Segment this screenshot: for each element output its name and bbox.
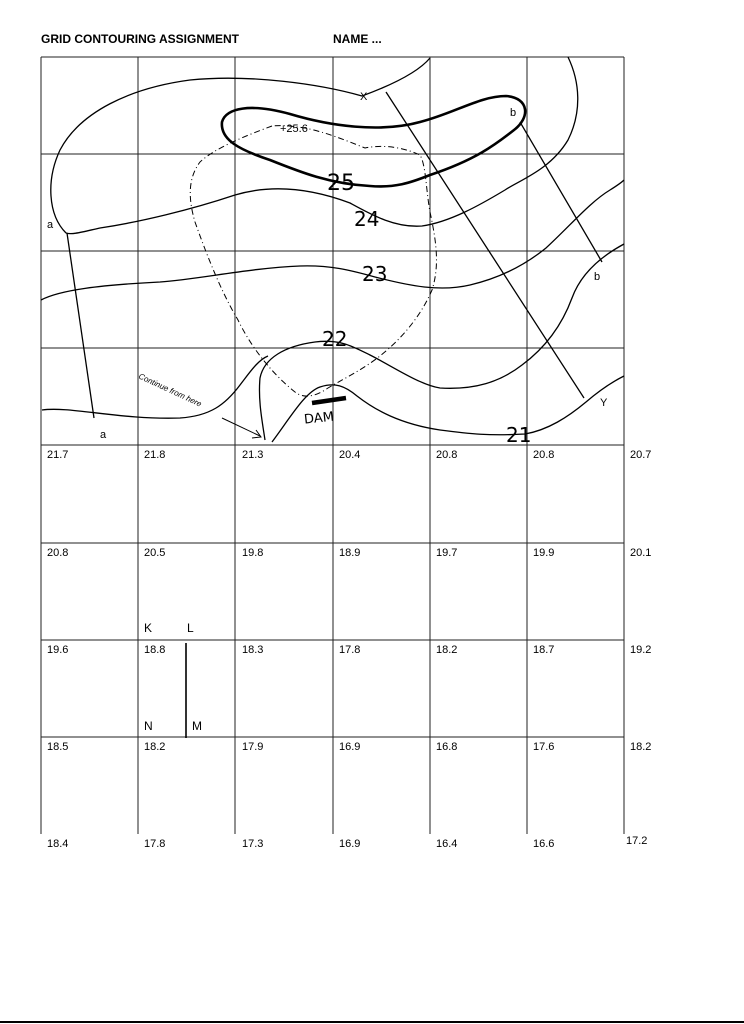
- point-b-top-label: b: [510, 107, 517, 119]
- spot-height-value: 20.4: [339, 449, 361, 461]
- spot-height-value: 18.4: [47, 838, 69, 850]
- point-x-label: X: [360, 91, 368, 103]
- spot-height-value: 17.9: [242, 741, 264, 753]
- continue-arrow: [222, 418, 261, 438]
- spot-height-value: 20.1: [630, 547, 652, 559]
- spot-height-value: 17.3: [242, 838, 264, 850]
- assignment-title: GRID CONTOURING ASSIGNMENT: [41, 32, 240, 46]
- contour-21-label: 21: [506, 423, 532, 447]
- point-n-label: N: [144, 719, 153, 733]
- spot-height-value: 16.9: [339, 838, 361, 850]
- spot-height-value: 19.2: [630, 644, 652, 656]
- dam-label: DAM: [303, 409, 335, 428]
- point-k-label: K: [144, 621, 153, 635]
- map-grid: [41, 57, 624, 445]
- point-y-label: Y: [600, 397, 608, 409]
- contour-25-line: [222, 96, 525, 186]
- contour-24-line: [51, 57, 578, 234]
- point-l-label: L: [187, 621, 194, 635]
- spot-height-value: 20.8: [533, 449, 555, 461]
- spot-height-value: 19.6: [47, 644, 69, 656]
- spot-height-value: 17.2: [626, 835, 648, 847]
- spot-height-value: 17.8: [144, 838, 166, 850]
- contour-22-label: 22: [322, 327, 348, 351]
- spot-height-value: 18.5: [47, 741, 69, 753]
- spot-height-value: 19.8: [242, 547, 264, 559]
- spot-height-value: 16.4: [436, 838, 458, 850]
- spot-height-value: 21.3: [242, 449, 264, 461]
- point-b-right-label: b: [594, 271, 601, 283]
- spot-height-value: 19.9: [533, 547, 555, 559]
- spot-height-value: 16.6: [533, 838, 555, 850]
- spot-height-value: 16.8: [436, 741, 458, 753]
- contour-23-label: 23: [362, 262, 388, 286]
- spot-height-value: 20.5: [144, 547, 166, 559]
- dashed-catchment-boundary: [190, 126, 436, 396]
- spot-height-value: 17.6: [533, 741, 555, 753]
- spot-height-value: 21.7: [47, 449, 69, 461]
- spot-height-label: +25.6: [280, 123, 308, 135]
- spot-height-value: 18.2: [436, 644, 458, 656]
- spot-height-value: 17.8: [339, 644, 361, 656]
- spot-height-value: 18.2: [630, 741, 652, 753]
- point-m-label: M: [192, 719, 202, 733]
- spot-height-value: 20.8: [47, 547, 69, 559]
- section-line-b-b: [520, 122, 602, 262]
- spot-height-value: 18.8: [144, 644, 166, 656]
- spot-height-value: 18.2: [144, 741, 166, 753]
- contour-24-label: 24: [354, 207, 380, 231]
- section-line-a-a: [67, 233, 94, 418]
- point-a-left-label: a: [47, 219, 54, 231]
- dam-marker: [312, 398, 346, 403]
- name-label: NAME ...: [333, 32, 382, 46]
- spot-height-value: 16.9: [339, 741, 361, 753]
- spot-height-value: 18.7: [533, 644, 555, 656]
- spot-height-grid: [41, 445, 624, 834]
- spot-height-value: 21.8: [144, 449, 166, 461]
- contour-25-label: 25: [327, 171, 355, 196]
- spot-height-value: 20.8: [436, 449, 458, 461]
- point-a-bottom-label: a: [100, 429, 107, 441]
- spot-height-value: 18.3: [242, 644, 264, 656]
- spot-height-value: 20.7: [630, 449, 652, 461]
- spot-height-value: 18.9: [339, 547, 361, 559]
- continue-note: Continue from here: [137, 371, 204, 409]
- spot-height-value: 19.7: [436, 547, 458, 559]
- section-line-x-y: [386, 92, 584, 398]
